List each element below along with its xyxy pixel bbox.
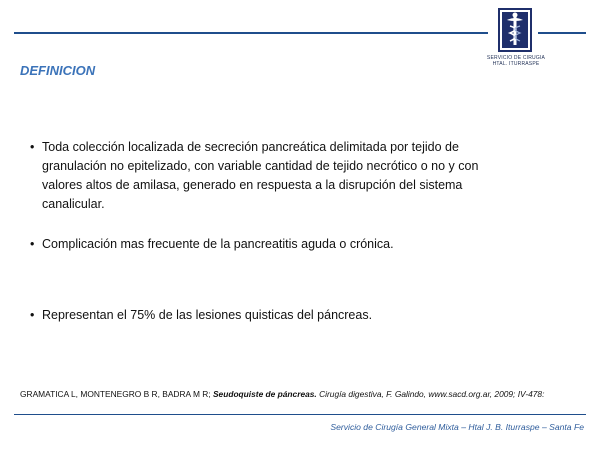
caduceus-emblem-icon (498, 8, 532, 52)
logo-caption-line1: SERVICIO DE CIRUGIA (486, 55, 546, 61)
logo-caption (470, 55, 562, 67)
reference-title: Seudoquiste de páncreas. (212, 389, 317, 399)
header-rule-right (538, 32, 586, 34)
bibliographic-reference (20, 389, 544, 399)
reference-authors: GRAMATICA L, MONTENEGRO B R, BADRA M R; (20, 389, 211, 399)
footer-rule (14, 414, 586, 415)
bullet-prevalence: • Representan el 75% de las lesiones quisticas del páncreas. (30, 306, 512, 325)
section-title: DEFINICION (20, 63, 96, 78)
footer-text: Servicio de Cirugía General Mixta – Htal J. B. Iturraspe – Santa Fe (330, 422, 584, 432)
bullet-definition: • Toda colección localizada de secreción pancreática delimitada por tejido de granulación no epitelizado, con variable cantidad de tejido necrótico o no y con valores altos de amilasa, generado en respuesta a la disrupción del sistema canalicular. (30, 138, 522, 214)
header-rule (14, 32, 488, 34)
reference-source: Cirugía digestiva, F. Galindo, www.sacd.org.ar, 2009; IV-478: (319, 389, 545, 399)
bullet-complication: • Complicación mas frecuente de la pancreatitis aguda o crónica. (30, 235, 512, 254)
logo-caption-line2: HTAL. ITURRASPE (492, 61, 540, 67)
